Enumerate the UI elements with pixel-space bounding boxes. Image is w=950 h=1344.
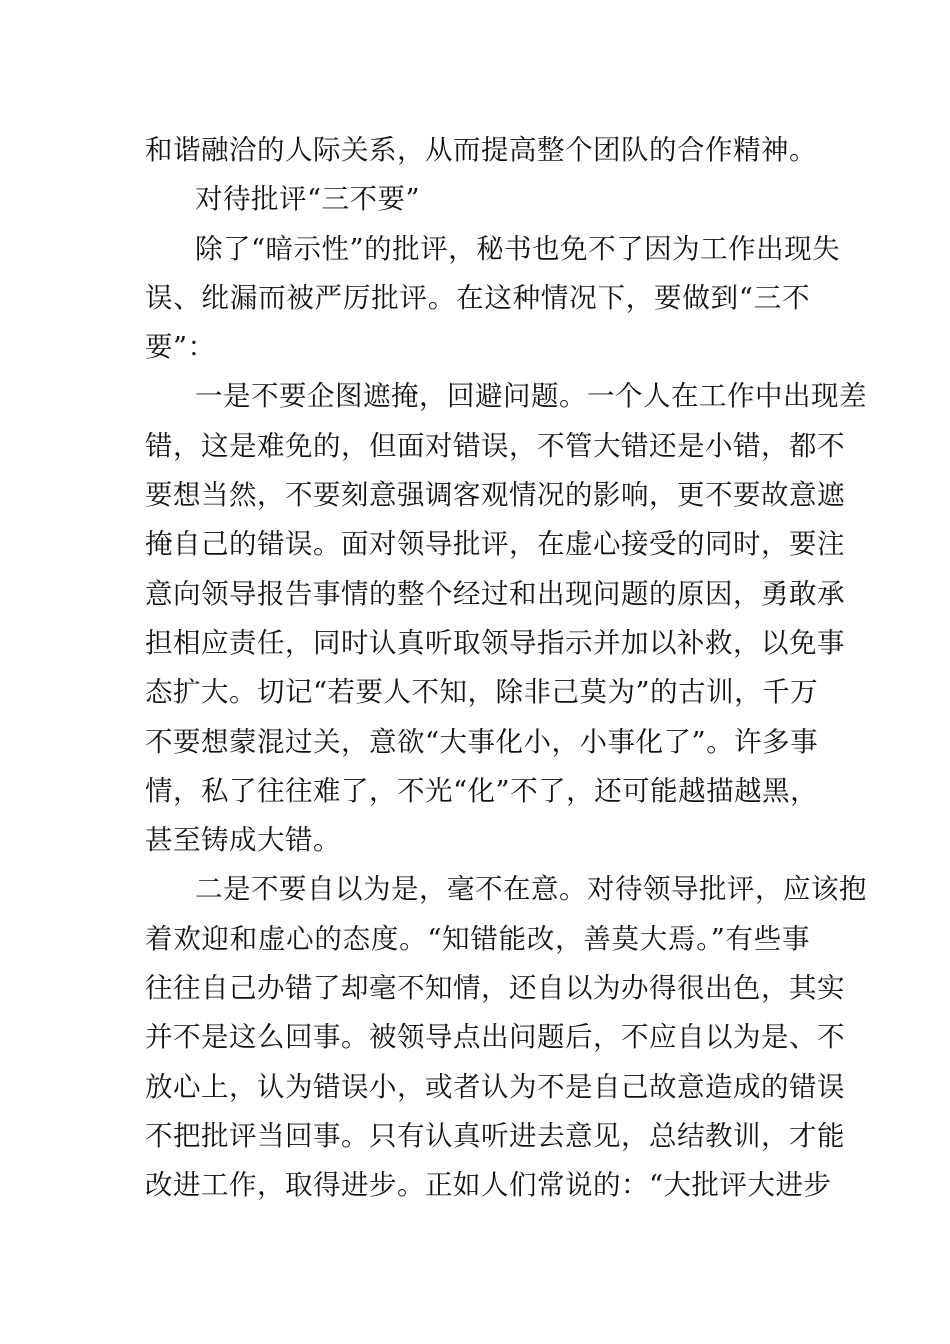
text-line: 态扩大。切记“若要人不知，除非己莫为”的古训，千万 xyxy=(145,676,819,709)
text-line: 二是不要自以为是，毫不在意。对待领导批评，应该抱 xyxy=(195,873,867,906)
text-line: 掩自己的错误。面对领导批评，在虚心接受的同时，要注 xyxy=(145,528,845,561)
text-line: 除了“暗示性”的批评，秘书也免不了因为工作出现失 xyxy=(195,232,841,265)
text-line: 不把批评当回事。只有认真听进去意见，总结教训，才能 xyxy=(145,1119,845,1152)
text-line: 甚至铸成大错。 xyxy=(145,824,341,857)
text-line: 放心上，认为错误小，或者认为不是自己故意造成的错误 xyxy=(145,1070,845,1103)
text-line: 着欢迎和虚心的态度。“知错能改，善莫大焉。”有些事 xyxy=(145,922,810,955)
text-line: 误、纰漏而被严厉批评。在这种情况下，要做到“三不 xyxy=(145,281,810,314)
text-line: 意向领导报告事情的整个经过和出现问题的原因，勇敢承 xyxy=(145,577,845,610)
document-body xyxy=(145,126,867,1211)
text-line: 并不是这么回事。被领导点出问题后，不应自以为是、不 xyxy=(145,1021,845,1054)
text-line: 不要想蒙混过关，意欲“大事化小，小事化了”。许多事 xyxy=(145,725,819,758)
text-line: 往往自己办错了却毫不知情，还自以为办得很出色，其实 xyxy=(145,972,845,1005)
text-line: 错，这是难免的，但面对错误，不管大错还是小错，都不 xyxy=(145,429,845,462)
text-line: 一是不要企图遮掩，回避问题。一个人在工作中出现差 xyxy=(195,380,867,413)
text-line: 担相应责任，同时认真听取领导指示并加以补救，以免事 xyxy=(145,626,845,659)
text-line: 情，私了往往难了，不光“化”不了，还可能越描越黑， xyxy=(145,774,819,807)
section-heading: 对待批评“三不要” xyxy=(195,183,421,216)
text-line: 和谐融洽的人际关系，从而提高整个团队的合作精神。 xyxy=(145,134,817,166)
text-line: 要”： xyxy=(145,331,216,364)
text-line: 改进工作，取得进步。正如人们常说的：“大批评大进步 xyxy=(145,1169,832,1202)
text-line: 要想当然，不要刻意强调客观情况的影响，更不要故意遮 xyxy=(145,479,845,512)
